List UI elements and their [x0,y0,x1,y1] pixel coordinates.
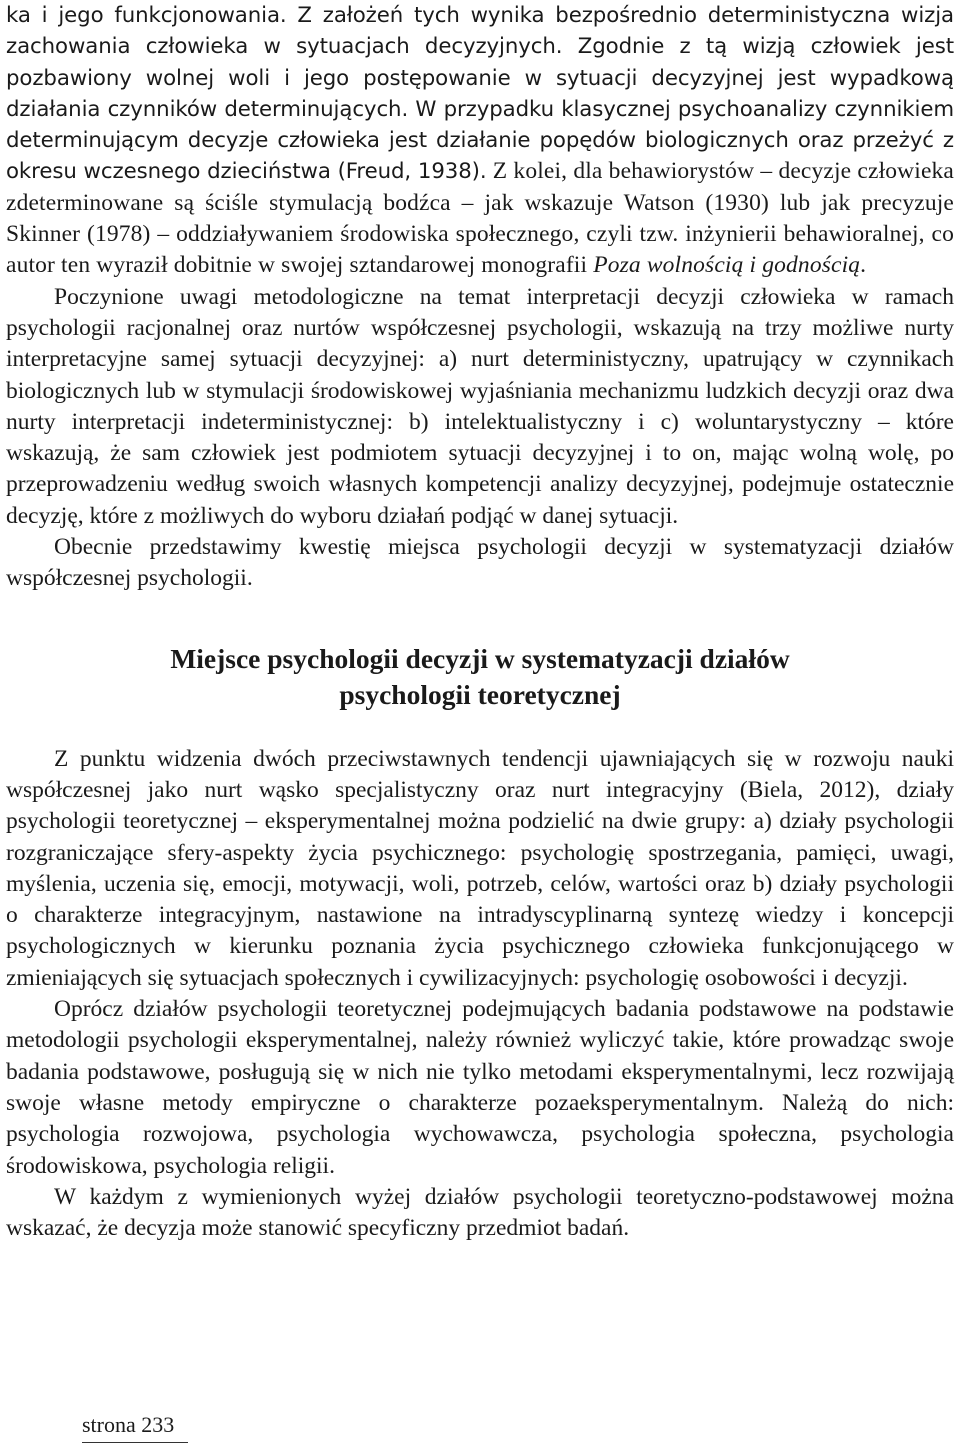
section-heading [6,641,954,713]
paragraph-section-2: Oprócz działów psychologii teoretycznej podejmujących badania podstawowe na podstawie metodologii psychologii eksperymentalnej, należy również wyliczyć takie, które prowadząc swoje badania podstawowe, posługują się w nich nie tylko metodami eksperymentalnymi, lecz rozwijają swoje własne metody empiryczne o charakterze pozaeksperymentalnym. Należą do nich: psychologia rozwojowa, psychologia wychowawcza, psychologia społeczna, psychologia środowiskowa, psychologia religii. [6,996,954,1179]
book-title: Poza wolnością i godnością [593,252,861,279]
page-body [6,0,954,1244]
paragraph-end: . [860,252,867,279]
paragraph-section-3: W każdym z wymienionych wyżej działów psychologii teoretyczno-podstawowej można wskazać, że decyzja może stanowić specyficzny przedmiot badań. [6,1183,954,1242]
paragraph-text-sans: ka i jego funkcjonowania. Z założeń tych wynika bezpośrednio deterministyczna wizja zachowania człowieka w sytuacjach decyzyjnych. Zgodnie z tą wizją człowiek jest pozbawiony wolnej woli i jego postępowanie w sytuacji decyzyjnej jest wypadkową działania czynników determinujących. [6,3,954,122]
paragraph-continued [6,0,954,282]
paragraph-interpretations: Poczynione uwagi metodologiczne na temat interpretacji decyzji człowieka w ramach psychologii racjonalnej oraz nurtów współczesnej psychologii, wskazują na trzy możliwe nurty interpretacyjne samej sytuacji decyzyjnej: a) nurt deterministyczny, upatrujący w czynnikach biologicznych lub w stymulacji środowiskowej wyjaśniania mechanizmu ludzkich decyzji oraz dwa nurty interpretacji indeterministycznej: b) intelektualistyczny i c) woluntarystyczny – które wskazują, że sam człowiek jest podmiotem sytuacji decyzyjnej i to on, mając wolną wolę, po przeprowadzeniu według swoich własnych kompetencji analizy decyzyjnej, podejmuje ostatecznie decyzję, które z możliwych do wyboru działań podjąć w danej sytuacji. [6,283,954,529]
paragraph-text-sans-2: W przypadku klasycznej psychoanalizy czynnikiem determinującym decyzje człowieka jest działanie popędów biologicznych oraz przeżyć z okresu wczesnego dzieciństwa (Freud, 1938). [6,96,954,185]
section-heading-line-2: psychologii teoretycznej [339,678,621,710]
paragraph-transition: Obecnie przedstawimy kwestię miejsca psychologii decyzji w systematyzacji działów współczesnej psychologii. [6,534,954,592]
paragraph-text-serif: Z kolei, dla behawiorystów – decyzje człowieka zdeterminowane są ściśle stymulacją bodźca – jak wskazuje Watson (1930) lub jak precyzuje Skinner (1978) – oddziaływaniem środowiska społecznego, czyli tzw. inżynierii behawioralnej, co autor ten wyraził dobitnie w swojej sztandarowej monografii [6,158,955,279]
paragraph-section-1: Z punktu widzenia dwóch przeciwstawnych tendencji ujawniających się w rozwoju nauki współczesnej jako nurt wąsko specjalistyczny oraz nurt integracyjny (Biela, 2012), działy psychologii teoretycznej – eksperymentalnej można podzielić na dwie grupy: a) działy psychologii rozgraniczające sfery-aspekty życia psychicznego: psychologię spostrzegania, pamięci, uwagi, myślenia, uczenia się, emocji, motywacji, woli, potrzeb, celów, wartości oraz b) działy psychologii o charakterze integracyjnym, nastawione na intradyscyplinarną syntezę wiedzy i koncepcji psychologicznych w kierunku poznania życia psychicznego człowieka funkcjonującego w zmieniających się sytuacjach społecznych i cywilizacyjnych: psychologię osobowości i decyzji. [6,745,954,991]
footer-rule [82,1442,188,1443]
page-number: strona 233 [82,1412,175,1437]
section-heading-line-1: Miejsce psychologii decyzji w systematyzacji działów [170,642,790,674]
